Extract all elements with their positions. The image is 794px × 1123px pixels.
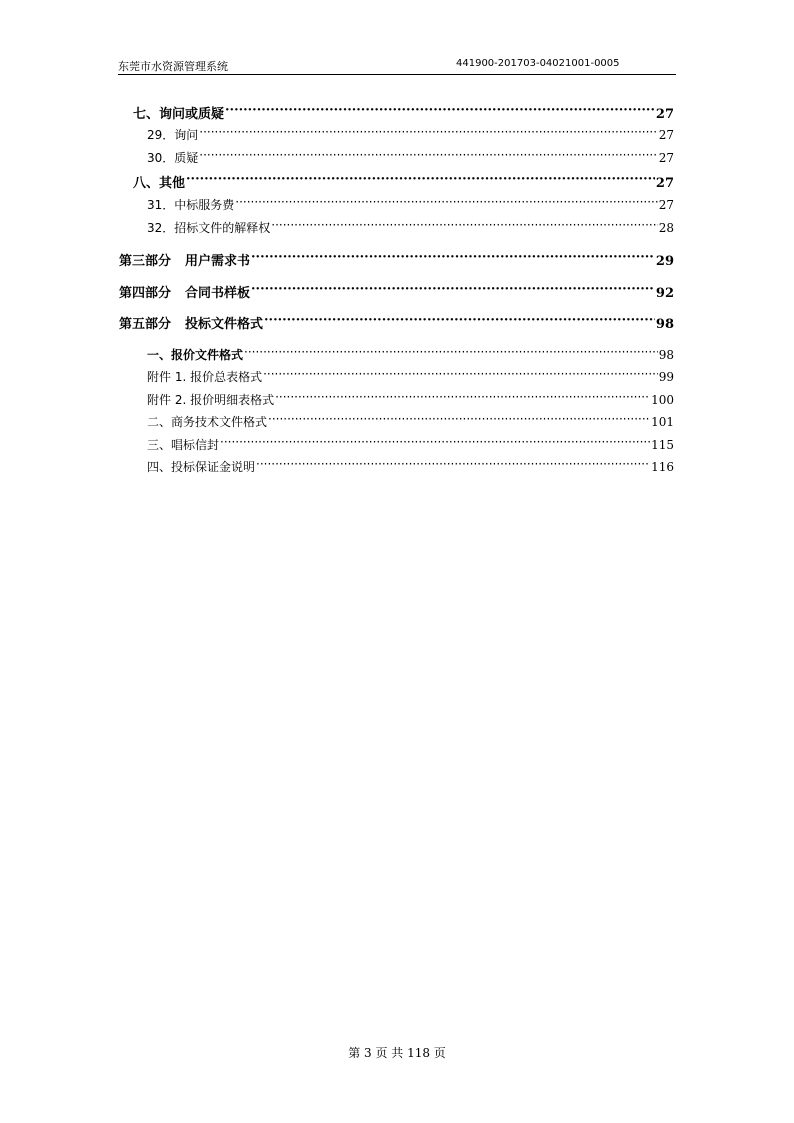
page-header	[118, 57, 676, 75]
toc-entry-label: 三、唱标信封	[147, 438, 220, 452]
toc-entry-page: 98	[655, 317, 674, 332]
toc-leader-dots	[256, 459, 650, 471]
toc-entry-page: 101	[651, 415, 674, 429]
toc-entry-label: 八、其他	[133, 176, 186, 191]
header-title: 东莞市水资源管理系统	[118, 60, 228, 73]
toc-leader-dots	[251, 252, 655, 265]
toc-entry-section-8[interactable]	[133, 172, 674, 191]
toc-leader-dots	[225, 105, 655, 118]
toc-entry-item-31[interactable]	[147, 196, 674, 213]
toc-entry-quote-format[interactable]	[147, 346, 674, 363]
toc-entry-part-4[interactable]	[119, 282, 674, 301]
toc-entry-page: 100	[651, 393, 674, 407]
toc-entry-label: 七、询问或质疑	[133, 107, 225, 122]
toc-entry-bid-envelope[interactable]	[147, 436, 674, 453]
toc-entry-page: 115	[651, 438, 674, 452]
toc-leader-dots	[186, 174, 655, 187]
toc-entry-item-30[interactable]	[147, 149, 674, 166]
toc-entry-page: 27	[655, 176, 674, 191]
toc-entry-page: 27	[658, 198, 674, 212]
toc-entry-page: 28	[658, 221, 674, 235]
toc-entry-label	[119, 250, 250, 269]
toc-entry-attachment-1[interactable]	[147, 368, 674, 385]
toc-leader-dots	[264, 315, 655, 328]
toc-leader-dots	[244, 347, 658, 359]
toc-entry-page: 27	[655, 107, 674, 122]
toc-entry-bid-bond[interactable]	[147, 458, 674, 475]
toc-part-title: 投标文件格式	[185, 317, 264, 332]
toc-entry-label	[119, 313, 263, 332]
toc-entry-label: 31．中标服务费	[147, 198, 235, 212]
toc-entry-part-3[interactable]	[119, 250, 674, 269]
toc-entry-label: 四、投标保证金说明	[147, 460, 256, 474]
toc-entry-label: 29．询问	[147, 128, 199, 142]
toc-leader-dots	[199, 150, 657, 162]
toc-entry-section-7[interactable]	[133, 103, 674, 122]
toc-part-number: 第五部分	[119, 317, 172, 332]
toc-part-number: 第四部分	[119, 286, 172, 301]
toc-entry-label: 30．质疑	[147, 151, 199, 165]
toc-entry-business-tech-format[interactable]	[147, 413, 674, 430]
toc-entry-label	[119, 282, 250, 301]
toc-entry-item-32[interactable]	[147, 219, 674, 236]
toc-leader-dots	[271, 220, 657, 232]
toc-entry-part-5[interactable]	[119, 313, 674, 332]
toc-entry-attachment-2[interactable]	[147, 391, 674, 408]
toc-entry-page: 27	[658, 151, 674, 165]
toc-leader-dots	[235, 197, 657, 209]
toc-leader-dots	[263, 369, 658, 381]
toc-part-number: 第三部分	[119, 254, 172, 269]
toc-leader-dots	[199, 127, 657, 139]
toc-entry-page: 98	[658, 348, 674, 362]
toc-entry-label: 附件 2. 报价明细表格式	[147, 393, 275, 407]
toc-entry-label: 一、报价文件格式	[147, 348, 244, 362]
header-doc-number: 441900-201703-04021001-0005	[456, 58, 620, 69]
toc-entry-page: 27	[658, 128, 674, 142]
toc-entry-page: 116	[651, 460, 674, 474]
toc-part-title: 合同书样板	[185, 286, 251, 301]
toc-leader-dots	[275, 392, 650, 404]
toc-part-title: 用户需求书	[185, 254, 251, 269]
toc-leader-dots	[251, 284, 655, 297]
toc-entry-item-29[interactable]	[147, 126, 674, 143]
toc-entry-label: 二、商务技术文件格式	[147, 415, 268, 429]
toc-entry-label: 32．招标文件的解释权	[147, 221, 271, 235]
toc-entry-page: 99	[658, 370, 674, 384]
page-footer: 第 3 页 共 118 页	[348, 1046, 446, 1060]
toc-entry-page: 92	[655, 286, 674, 301]
toc-entry-page: 29	[655, 254, 674, 269]
toc-leader-dots	[220, 437, 650, 449]
toc-leader-dots	[268, 414, 650, 426]
toc-entry-label: 附件 1. 报价总表格式	[147, 370, 263, 384]
